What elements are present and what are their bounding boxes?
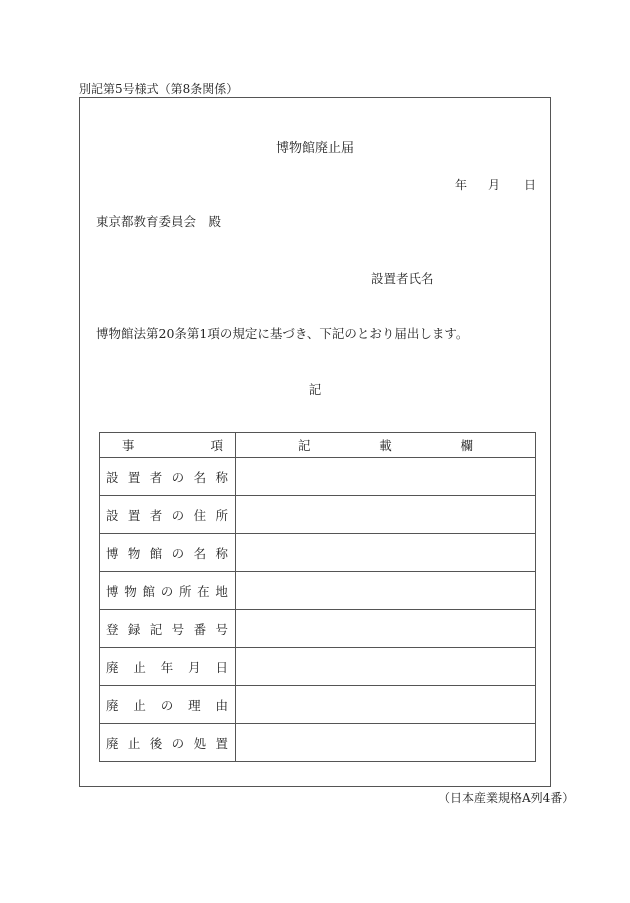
- items-table: [99, 432, 536, 762]
- row-label-cell: [100, 458, 236, 496]
- spread-text: 登 録 記 号 番 号: [106, 621, 228, 637]
- row-value-cell[interactable]: [236, 572, 536, 610]
- header-item-cell: [100, 433, 236, 458]
- table-row: [100, 610, 536, 648]
- row-value-cell[interactable]: [236, 724, 536, 762]
- spread-text: 廃 止 年 月 日: [106, 659, 228, 675]
- row-label-cell: [100, 572, 236, 610]
- form-caption: 別記第5号様式（第8条関係）: [79, 82, 239, 96]
- date-month: 月: [488, 178, 501, 192]
- table-row: [100, 458, 536, 496]
- row-label-cell: [100, 724, 236, 762]
- row-value-cell[interactable]: [236, 534, 536, 572]
- table-row: [100, 686, 536, 724]
- body-text: 博物館法第20条第1項の規定に基づき、下記のとおり届出します。: [96, 326, 469, 341]
- table-row: [100, 572, 536, 610]
- row-label-cell: [100, 496, 236, 534]
- row-label-cell: [100, 686, 236, 724]
- spread-text: 博 物 館 の 所 在 地: [106, 583, 228, 599]
- date-day: 日: [524, 178, 537, 192]
- row-value-cell[interactable]: [236, 610, 536, 648]
- row-value-cell[interactable]: [236, 686, 536, 724]
- applicant-name-label: 設置者氏名: [371, 271, 434, 286]
- addressee: 東京都教育委員会 殿: [96, 214, 222, 229]
- table-row: [100, 534, 536, 572]
- row-value-cell[interactable]: [236, 496, 536, 534]
- form-title: 博物館廃止届: [275, 141, 354, 156]
- spread-text: 記 載 欄: [298, 438, 473, 453]
- table-row: [100, 648, 536, 686]
- table-header-row: [100, 433, 536, 458]
- row-label-cell: [100, 610, 236, 648]
- spread-text: 事 項: [122, 438, 223, 453]
- spread-text: 博 物 館 の 名 称: [106, 545, 228, 561]
- header-content-cell: [236, 433, 536, 458]
- row-label-cell: [100, 648, 236, 686]
- table-row: [100, 496, 536, 534]
- ki-heading: 記: [308, 382, 322, 397]
- paper-size-note: （日本産業規格A列4番）: [438, 791, 575, 805]
- date-year: 年: [455, 178, 468, 192]
- row-value-cell[interactable]: [236, 458, 536, 496]
- spread-text: 設 置 者 の 名 称: [106, 469, 228, 485]
- spread-text: 廃 止 後 の 処 置: [106, 735, 228, 751]
- spread-text: 設 置 者 の 住 所: [106, 507, 228, 523]
- spread-text: 廃 止 の 理 由: [106, 697, 228, 713]
- row-value-cell[interactable]: [236, 648, 536, 686]
- table-row: [100, 724, 536, 762]
- row-label-cell: [100, 534, 236, 572]
